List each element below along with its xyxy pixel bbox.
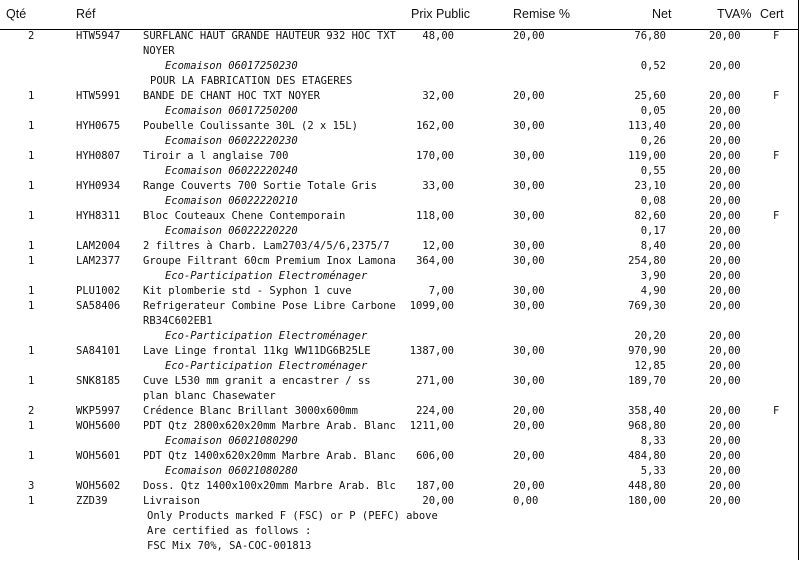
cell-description: PDT Qtz 1400x620x20mm Marbre Arab. Blanc [143,450,396,462]
cell-description: Crédence Blanc Brillant 3000x600mm [143,405,358,417]
cell-net: 3,90 [640,270,666,282]
cell-net: 8,40 [640,240,666,252]
cell-net: 82,60 [634,210,666,222]
cell-prix-public: 224,00 [416,405,454,417]
cell-qty: 2 [28,405,35,417]
cell-ref: HYH0934 [76,180,121,192]
table-subrow [0,314,799,329]
cell-remise: 20,00 [513,30,545,42]
cell-net: 25,60 [634,90,666,102]
cell-qty: 2 [28,30,35,42]
table-header [0,0,799,30]
certification-note [0,539,799,554]
cell-qty: 1 [28,255,35,267]
cell-net: 0,55 [640,165,666,177]
cell-remise: 30,00 [513,345,545,357]
cell-tva: 20,00 [709,165,741,177]
table-row [0,119,799,134]
cell-net: 970,90 [628,345,666,357]
cell-description: 2 filtres à Charb. Lam2703/4/5/6,2375/7 [143,240,390,252]
cell-tva: 20,00 [709,435,741,447]
cell-description: Cuve L530 mm granit a encastrer / ss [143,375,371,387]
cell-ref: SA84101 [76,345,121,357]
table-subrow [0,74,799,89]
cell-qty: 1 [28,120,35,132]
cell-prix-public: 7,00 [428,285,454,297]
cell-tva: 20,00 [709,135,741,147]
cell-cert: F [773,90,780,102]
table-subrow [0,104,799,119]
table-row [0,404,799,419]
cell-ref: HTW5991 [76,90,121,102]
cell-description: Ecomaison 06021080290 [165,435,298,447]
cell-tva: 20,00 [709,225,741,237]
cell-description: Ecomaison 06021080280 [165,465,298,477]
cell-description: NOYER [143,45,175,57]
cell-qty: 1 [28,495,35,507]
cell-tva: 20,00 [709,240,741,252]
cell-remise: 30,00 [513,285,545,297]
cell-prix-public: 606,00 [416,450,454,462]
cell-net: 254,80 [628,255,666,267]
table-subrow [0,434,799,449]
cell-tva: 20,00 [709,120,741,132]
table-subrow [0,359,799,374]
cell-remise: 30,00 [513,180,545,192]
table-row [0,494,799,509]
table-row [0,209,799,224]
table-row [0,344,799,359]
cell-tva: 20,00 [709,105,741,117]
header-cert: Cert [760,7,784,21]
cell-remise: 30,00 [513,300,545,312]
cell-tva: 20,00 [709,465,741,477]
cell-description: Livraison [143,495,200,507]
cell-tva: 20,00 [709,270,741,282]
cell-prix-public: 1211,00 [409,420,454,432]
cell-ref: SA58406 [76,300,121,312]
cell-tva: 20,00 [709,330,741,342]
cell-remise: 20,00 [513,405,545,417]
cell-qty: 1 [28,345,35,357]
cell-description: BANDE DE CHANT HOC TXT NOYER [143,90,321,102]
cell-remise: 30,00 [513,120,545,132]
cell-description: Poubelle Coulissante 30L (2 x 15L) [143,120,358,132]
cell-description: Bloc Couteaux Chene Contemporain [143,210,346,222]
table-subrow [0,44,799,59]
cell-remise: 30,00 [513,210,545,222]
table-row [0,149,799,164]
cell-description: Eco-Participation Electroménager [165,360,368,372]
cell-description: Ecomaison 06017250200 [165,105,298,117]
cell-net: 968,80 [628,420,666,432]
cell-tva: 20,00 [709,300,741,312]
cell-remise: 30,00 [513,240,545,252]
cell-net: 0,08 [640,195,666,207]
cell-description: Tiroir a l anglaise 700 [143,150,289,162]
cell-ref: WOH5600 [76,420,121,432]
table-row [0,419,799,434]
cell-remise: 30,00 [513,255,545,267]
cell-description: Kit plomberie std - Syphon 1 cuve [143,285,352,297]
cell-description: Range Couverts 700 Sortie Totale Gris [143,180,377,192]
cell-description: Only Products marked F (FSC) or P (PEFC) above [147,510,438,522]
table-subrow [0,329,799,344]
cell-qty: 3 [28,480,35,492]
cell-net: 12,85 [634,360,666,372]
header-net: Net [652,7,672,21]
cell-tva: 20,00 [709,210,741,222]
header-prix-public: Prix Public [411,7,471,21]
cell-tva: 20,00 [709,420,741,432]
table-subrow [0,464,799,479]
table-row [0,89,799,104]
cell-qty: 1 [28,450,35,462]
cell-tva: 20,00 [709,150,741,162]
cell-net: 484,80 [628,450,666,462]
cell-tva: 20,00 [709,405,741,417]
cell-prix-public: 20,00 [422,495,454,507]
cell-net: 4,90 [640,285,666,297]
cell-ref: LAM2004 [76,240,121,252]
cell-qty: 1 [28,420,35,432]
table-row [0,29,799,44]
cell-description: plan blanc Chasewater [143,390,276,402]
table-row [0,479,799,494]
cell-net: 5,33 [640,465,666,477]
cell-description: Are certified as follows : [147,525,312,537]
table-subrow [0,134,799,149]
table-body [0,29,799,554]
cell-remise: 20,00 [513,480,545,492]
cell-remise: 0,00 [513,495,539,507]
cell-description: Ecomaison 06022220240 [165,165,298,177]
cell-description: Eco-Participation Electroménager [165,270,368,282]
certification-note [0,509,799,524]
table-row [0,254,799,269]
cell-ref: ZZD39 [76,495,108,507]
cell-remise: 30,00 [513,150,545,162]
cell-description: RB34C602EB1 [143,315,213,327]
table-subrow [0,164,799,179]
table-row [0,284,799,299]
table-subrow [0,269,799,284]
certification-note [0,524,799,539]
cell-prix-public: 1387,00 [409,345,454,357]
cell-description: POUR LA FABRICATION DES ETAGERES [150,75,353,87]
cell-remise: 30,00 [513,375,545,387]
cell-cert: F [773,210,780,222]
table-subrow [0,224,799,239]
cell-net: 119,00 [628,150,666,162]
cell-tva: 20,00 [709,360,741,372]
cell-description: FSC Mix 70%, SA-COC-001813 [147,540,312,552]
cell-prix-public: 170,00 [416,150,454,162]
cell-tva: 20,00 [709,60,741,72]
cell-ref: HYH0807 [76,150,121,162]
cell-tva: 20,00 [709,180,741,192]
cell-qty: 1 [28,210,35,222]
table-row [0,374,799,389]
table-subrow [0,194,799,209]
cell-ref: WOH5602 [76,480,121,492]
cell-ref: HYH8311 [76,210,121,222]
cell-description: PDT Qtz 2800x620x20mm Marbre Arab. Blanc [143,420,396,432]
cell-ref: WOH5601 [76,450,121,462]
cell-tva: 20,00 [709,30,741,42]
cell-prix-public: 48,00 [422,30,454,42]
cell-description: SURFLANC HAUT GRANDE HAUTEUR 932 HOC TXT [143,30,396,42]
cell-qty: 1 [28,375,35,387]
cell-tva: 20,00 [709,285,741,297]
cell-prix-public: 162,00 [416,120,454,132]
cell-ref: HYH0675 [76,120,121,132]
cell-tva: 20,00 [709,195,741,207]
cell-description: Ecomaison 06022220220 [165,225,298,237]
cell-prix-public: 271,00 [416,375,454,387]
cell-tva: 20,00 [709,90,741,102]
cell-description: Lave Linge frontal 11kg WW11DG6B25LE [143,345,371,357]
table-subrow [0,59,799,74]
cell-qty: 1 [28,240,35,252]
cell-ref: WKP5997 [76,405,121,417]
cell-tva: 20,00 [709,375,741,387]
cell-net: 0,52 [640,60,666,72]
header-qty: Qté [6,7,27,21]
cell-description: Ecomaison 06022220210 [165,195,298,207]
cell-qty: 1 [28,300,35,312]
cell-qty: 1 [28,285,35,297]
table-row [0,239,799,254]
header-remise: Remise % [513,7,570,21]
cell-ref: HTW5947 [76,30,121,42]
table-subrow [0,389,799,404]
header-ref: Réf [76,7,96,21]
cell-description: Ecomaison 06017250230 [165,60,298,72]
cell-net: 23,10 [634,180,666,192]
cell-description: Ecomaison 06022220230 [165,135,298,147]
cell-ref: SNK8185 [76,375,121,387]
cell-cert: F [773,30,780,42]
cell-remise: 20,00 [513,90,545,102]
cell-description: Groupe Filtrant 60cm Premium Inox Lamona [143,255,396,267]
cell-description: Eco-Participation Electroménager [165,330,368,342]
cell-net: 0,26 [640,135,666,147]
cell-net: 0,17 [640,225,666,237]
cell-cert: F [773,405,780,417]
cell-qty: 1 [28,90,35,102]
cell-net: 358,40 [628,405,666,417]
cell-net: 76,80 [634,30,666,42]
cell-net: 448,80 [628,480,666,492]
cell-description: Doss. Qtz 1400x100x20mm Marbre Arab. Blc [143,480,396,492]
cell-prix-public: 12,00 [422,240,454,252]
cell-net: 8,33 [640,435,666,447]
cell-net: 0,05 [640,105,666,117]
cell-ref: PLU1002 [76,285,121,297]
table-row [0,179,799,194]
table-row [0,299,799,314]
cell-qty: 1 [28,150,35,162]
cell-prix-public: 32,00 [422,90,454,102]
cell-net: 189,70 [628,375,666,387]
cell-remise: 20,00 [513,420,545,432]
cell-net: 769,30 [628,300,666,312]
cell-prix-public: 364,00 [416,255,454,267]
cell-net: 113,40 [628,120,666,132]
cell-prix-public: 33,00 [422,180,454,192]
cell-prix-public: 118,00 [416,210,454,222]
cell-qty: 1 [28,180,35,192]
cell-tva: 20,00 [709,495,741,507]
cell-cert: F [773,150,780,162]
cell-net: 180,00 [628,495,666,507]
cell-description: Refrigerateur Combine Pose Libre Carbone [143,300,396,312]
cell-ref: LAM2377 [76,255,121,267]
cell-tva: 20,00 [709,255,741,267]
table-row [0,449,799,464]
cell-prix-public: 187,00 [416,480,454,492]
cell-tva: 20,00 [709,480,741,492]
header-tva: TVA% [717,7,752,21]
cell-net: 20,20 [634,330,666,342]
cell-tva: 20,00 [709,345,741,357]
cell-prix-public: 1099,00 [409,300,454,312]
cell-tva: 20,00 [709,450,741,462]
cell-remise: 20,00 [513,450,545,462]
